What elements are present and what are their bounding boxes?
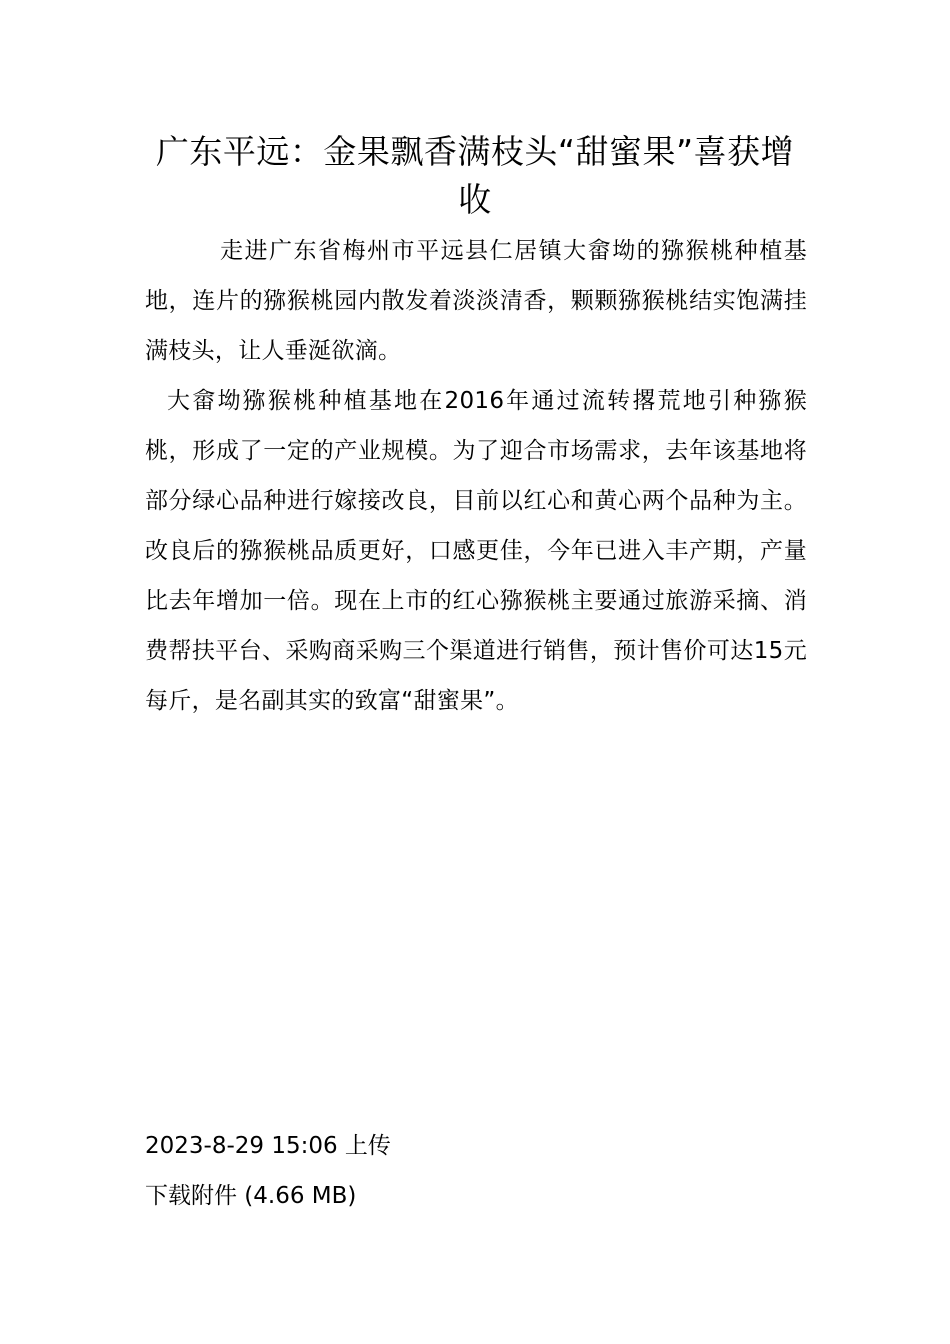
upload-timestamp: 2023-8-29 15:06 上传 (145, 1133, 391, 1159)
article-title: 广东平远：金果飘香满枝头“甜蜜果”喜获增收 (155, 132, 795, 219)
article-paragraph-2: 大畲坳猕猴桃种植基地在2016年通过流转撂荒地引种猕猴桃，形成了一定的产业规模。为了迎合市场需求，去年该基地将部分绿心品种进行嫁接改良，目前以红心和黄心两个品种为主。改良后的猕猴桃品质更好，口感更佳，今年已进入丰产期，产量比去年增加一倍。现在上市的红心猕猴桃主要通过旅游采摘、消费帮扶平台、采购商采购三个渠道进行销售，预计售价可达15元每斤，是名副其实的致富“甜蜜果”。 (145, 388, 807, 714)
download-attachment-link[interactable]: 下载附件 (4.66 MB) (145, 1183, 357, 1209)
article-paragraph-1: 走进广东省梅州市平远县仁居镇大畲坳的猕猴桃种植基地，连片的猕猴桃园内散发着淡淡清香，颗颗猕猴桃结实饱满挂满枝头，让人垂涎欲滴。 (145, 238, 807, 364)
